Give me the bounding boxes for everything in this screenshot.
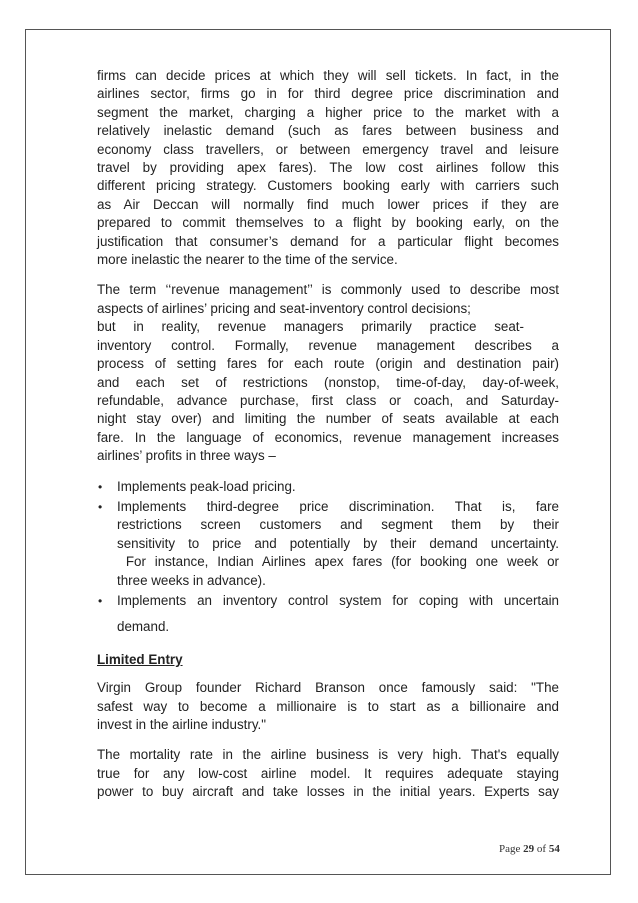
paragraph-pricing (97, 67, 559, 269)
text-line: restrictions screen customers and segment them by their (117, 517, 559, 533)
text-line: and each set of restrictions (nonstop, time-of-day, day-of-week, (97, 374, 559, 390)
text-line: inventory control. Formally, revenue management describes a (97, 337, 559, 353)
text-line: night stay over) and limiting the number of seats available at each (97, 411, 559, 427)
list-item (97, 498, 559, 590)
page-label: Page (499, 843, 521, 855)
bullet-icon: • (98, 479, 103, 494)
text-line: three weeks in advance). (117, 572, 266, 588)
text-line: different pricing strategy. Customers booking early with carriers such (97, 178, 559, 194)
text-line: as Air Deccan will normally find much lower prices if they are (97, 196, 559, 212)
text-line: justification that consumer’s demand for a particular flight becomes (97, 233, 559, 249)
text-line: fare. In the language of economics, revenue management increases (97, 429, 559, 445)
list-item (97, 592, 559, 637)
paragraph-revenue-management (97, 281, 559, 465)
text-line: firms can decide prices at which they will sell tickets. In fact, in the (97, 68, 559, 83)
text-line: Implements an inventory control system for coping with uncertain (117, 592, 559, 608)
of-label: of (536, 843, 547, 855)
text-line: sensitivity to price and potentially by their demand uncertainty. (117, 535, 559, 551)
document-body (97, 67, 559, 814)
text-line: travel by providing apex fares). The low cost airlines follow this (97, 160, 559, 176)
text-line: invest in the airline industry." (97, 717, 266, 732)
text-line: The term ‘‘revenue management’’ is commonly used to describe most (97, 282, 559, 298)
paragraph-mortality-rate (97, 746, 559, 801)
text-line: power to buy aircraft and take losses in the initial years. Experts say (97, 784, 559, 800)
text-line: safest way to become a millionaire is to start as a billionaire and (97, 698, 559, 714)
text-line: The mortality rate in the airline business is very high. That's equally (97, 747, 559, 763)
bullet-icon: • (98, 499, 103, 514)
text-line: true for any low-cost airline model. It requires adequate staying (97, 765, 559, 781)
text-line: more inelastic the nearer to the time of the service. (97, 252, 398, 268)
paragraph-branson-quote (97, 679, 559, 734)
bullet-icon: • (98, 593, 103, 608)
page-total: 54 (548, 843, 560, 855)
text-line: economy class travellers, or between emergency travel and leisure (97, 141, 559, 157)
page-current: 29 (523, 843, 535, 855)
text-line: Implements peak-load pricing. (117, 478, 296, 494)
text-line: demand. (117, 619, 170, 635)
text-line: airlines sector, firms go in for third degree price discrimination and (97, 86, 559, 102)
text-line: aspects of airlines’ pricing and seat-inventory control decisions; (97, 300, 471, 316)
text-line: process of setting fares for each route (origin and destination pair) (97, 356, 559, 372)
text-line: relatively inelastic demand (such as fares between business and (97, 123, 559, 139)
text-line: refundable, advance purchase, first class or coach, and Saturday- (97, 392, 559, 408)
text-line: Virgin Group founder Richard Branson once famously said: "The (97, 680, 559, 696)
section-heading: Limited Entry (97, 651, 183, 667)
list-item (97, 478, 559, 496)
text-line: prepared to commit themselves to a flight by booking early, on the (97, 215, 559, 231)
text-line: Implements third-degree price discrimination. That is, fare (117, 498, 559, 514)
text-line: airlines’ profits in three ways – (97, 448, 276, 464)
page-number (499, 843, 560, 855)
text-line: but in reality, revenue managers primarily practice seat- (97, 319, 524, 335)
text-line: segment the market, charging a higher price to the market with a (97, 104, 559, 120)
bullet-list (97, 478, 559, 637)
text-line: For instance, Indian Airlines apex fares (for booking one week or (117, 554, 559, 570)
